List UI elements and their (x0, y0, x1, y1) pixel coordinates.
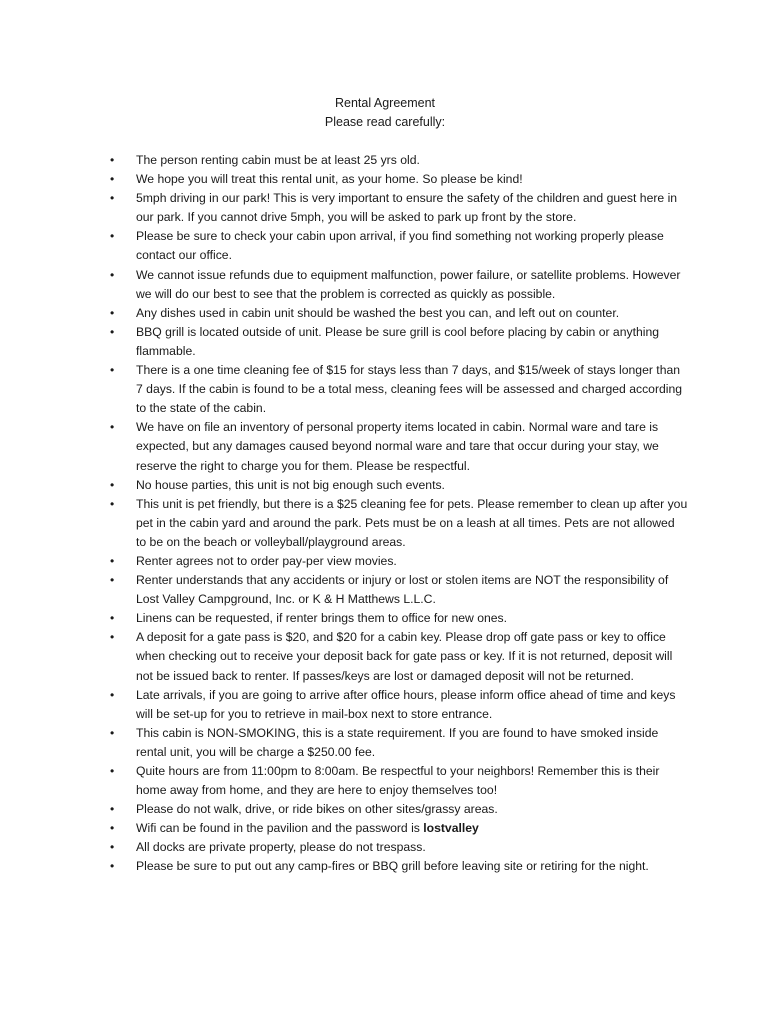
bullet-icon: • (110, 305, 115, 320)
bullet-icon: • (110, 172, 115, 187)
rule-text-main: BBQ grill is located outside of unit. Please be sure grill is cool before placing by cabin or anything flammable. (136, 324, 659, 358)
rule-item (108, 304, 688, 323)
rule-text-main: We cannot issue refunds due to equipment malfunction, power failure, or satellite problems. However we will do our best to see that the problem is corrected as quickly as possible. (136, 267, 681, 301)
rule-item (108, 227, 688, 265)
bullet-icon: • (110, 191, 115, 206)
rule-text-main: Late arrivals, if you are going to arrive after office hours, please inform office ahead of time and keys will be set-up for you to retrieve in mail-box next to store entrance. (136, 687, 676, 721)
rule-item (108, 151, 688, 170)
rule-text (136, 688, 675, 721)
rule-text (136, 153, 420, 167)
rule-text-main: The person renting cabin must be at least 25 yrs old. (136, 153, 420, 167)
rule-text-main: Please be sure to put out any camp-fires or BBQ grill before leaving site or retiring for the night. (136, 859, 649, 874)
rule-text-main: We have on file an inventory of personal property items located in cabin. Normal ware and tare is expected, but any damages caused beyond normal ware and tare that occur during your stay, we reserve the right to charge you for them. Please be respectful. (136, 420, 659, 473)
rule-text-main: A deposit for a gate pass is $20, and $20 for a cabin key. Please drop off gate pass or key to office when checking out to receive your deposit back for gate pass or key. If it is not returned, deposit will not be issued back to renter. If passes/keys are lost or damaged deposit will not be returned. (136, 630, 673, 683)
rule-item (108, 724, 688, 762)
bullet-icon: • (110, 324, 115, 339)
rule-item (108, 323, 688, 361)
bullet-icon: • (110, 764, 115, 778)
rule-text (136, 802, 498, 816)
rule-text-main: This cabin is NON-SMOKING, this is a state requirement. If you are found to have smoked inside rental unit, you will be charge a $250.00 fee. (136, 725, 659, 759)
rule-text-main: Quite hours are from 11:00pm to 8:00am. Be respectful to your neighbors! Remember this is their home away from home, and they are here to enjoy themselves too! (136, 764, 660, 798)
rule-text (136, 306, 619, 320)
bullet-icon: • (110, 420, 115, 435)
rule-item (108, 495, 688, 552)
rule-text-main: Renter understands that any accidents or injury or lost or stolen items are NOT the responsibility of Lost Valley Campground, Inc. or K & H Matthews L.L.C. (136, 573, 669, 607)
rule-text-main: Wifi can be found in the pavilion and the password is (136, 821, 424, 836)
wifi-password: lostvalley (423, 821, 479, 836)
rule-text-main: Linens can be requested, if renter brings them to office for new ones. (136, 611, 508, 626)
rule-item (108, 628, 688, 685)
bullet-icon: • (110, 363, 115, 378)
rule-item (108, 476, 688, 495)
rule-item (108, 800, 688, 819)
rule-text-main: This unit is pet friendly, but there is a $25 cleaning fee for pets. Please remember to clean up after you pet in the cabin yard and around the park. Pets must be on a leash at all times. Pets are not allowed to be on the beach or volleyball/playground areas. (136, 496, 688, 549)
rule-text-main: Renter agrees not to order pay-per view movies. (136, 553, 397, 568)
rule-text (136, 859, 649, 873)
rule-text (136, 764, 659, 797)
document-subtitle: Please read carefully: (324, 115, 446, 129)
rule-item (108, 819, 688, 838)
rule-text-main: All docks are private property, please do not trespass. (136, 840, 426, 855)
bullet-icon: • (110, 573, 115, 588)
rule-text (136, 554, 397, 568)
rule-item (108, 686, 688, 724)
rule-text-main: There is a one time cleaning fee of $15 for stays less than 7 days, and $15/week of stays longer than 7 days. If the cabin is found to be a total mess, cleaning fees will be assessed and charged according to the state of the cabin. (136, 363, 683, 416)
rule-text (136, 630, 672, 682)
rule-text-main: Please be sure to check your cabin upon arrival, if you find something not working properly please contact our office. (136, 229, 664, 263)
rule-text (136, 611, 507, 625)
rule-text (136, 325, 659, 358)
rule-item (108, 762, 688, 800)
rule-text (136, 573, 668, 606)
bullet-icon: • (110, 553, 115, 568)
rule-item (108, 838, 688, 857)
document-title: Rental Agreement (334, 96, 436, 110)
rule-text (136, 191, 677, 224)
rule-text (136, 497, 687, 549)
rule-item (108, 189, 688, 227)
bullet-icon: • (110, 611, 115, 626)
bullet-icon: • (110, 153, 115, 167)
rule-text (136, 726, 658, 759)
bullet-icon: • (110, 725, 115, 740)
bullet-icon: • (110, 496, 115, 511)
rule-item (108, 266, 688, 304)
bullet-icon: • (110, 229, 115, 244)
rule-text-main: Please do not walk, drive, or ride bikes on other sites/grassy areas. (136, 802, 498, 817)
bullet-icon: • (110, 821, 115, 836)
rule-item (108, 609, 688, 628)
rules-list (108, 151, 688, 877)
bullet-icon: • (110, 859, 115, 874)
bullet-icon: • (110, 687, 115, 702)
rule-text (136, 229, 664, 262)
bullet-icon: • (110, 477, 115, 492)
rule-text (136, 478, 445, 492)
rule-text (136, 172, 523, 186)
rule-text-main: No house parties, this unit is not big enough such events. (136, 477, 445, 492)
rule-text-main: We hope you will treat this rental unit, as your home. So please be kind! (136, 172, 523, 187)
document-header (0, 94, 770, 132)
rule-item (108, 361, 688, 418)
rule-item (108, 170, 688, 189)
bullet-icon: • (110, 630, 115, 645)
rule-item (108, 571, 688, 609)
rule-text (136, 268, 680, 301)
rule-item (108, 552, 688, 571)
rule-text (136, 363, 682, 415)
rule-item (108, 418, 688, 475)
rule-item (108, 857, 688, 876)
rule-text-main: 5mph driving in our park! This is very important to ensure the safety of the children and guest here in our park. If you cannot drive 5mph, you will be asked to park up front by the store. (136, 191, 678, 225)
bullet-icon: • (110, 802, 115, 817)
bullet-icon: • (110, 840, 115, 855)
rule-text (136, 840, 426, 854)
bullet-icon: • (110, 267, 115, 282)
rule-text-main: Any dishes used in cabin unit should be washed the best you can, and left out on counter. (136, 305, 620, 320)
rule-text (136, 420, 659, 472)
rule-text (136, 821, 479, 835)
